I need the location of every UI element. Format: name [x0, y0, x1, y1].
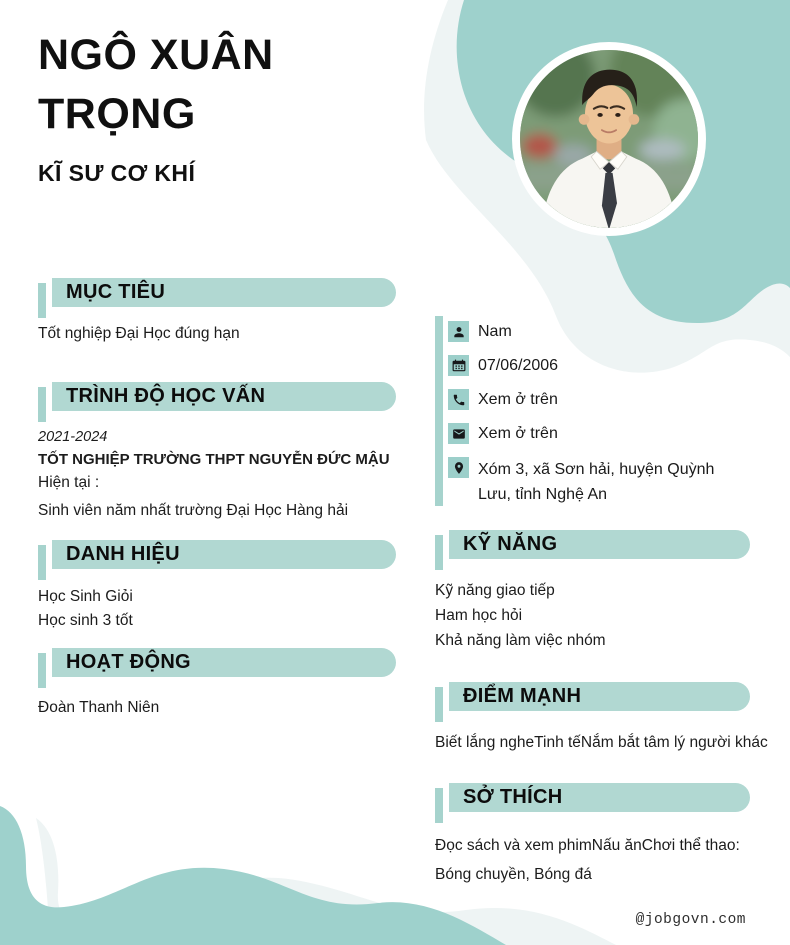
contact-row-phone [448, 389, 753, 410]
contact-value: Nam [478, 323, 512, 340]
contact-accent-bar [435, 316, 443, 506]
section-header-objective [38, 278, 396, 318]
teal-blob-bottom-left [0, 806, 506, 945]
skills-list [435, 578, 753, 653]
section-accent-bar [38, 653, 46, 688]
education-status-label: Hiện tại : [38, 474, 100, 491]
section-accent-bar [38, 545, 46, 580]
section-title-activities: HOẠT ĐỘNG [52, 648, 396, 677]
section-title-hobbies: SỞ THÍCH [449, 783, 750, 812]
activity-item: Đoàn Thanh Niên [38, 699, 160, 716]
section-accent-bar [38, 283, 46, 318]
skill-item: Ham học hỏi [435, 607, 523, 624]
education-period: 2021-2024 [38, 429, 108, 445]
education-status: Sinh viên năm nhất trường Đại Học Hàng hải [38, 502, 349, 519]
section-title-awards: DANH HIỆU [52, 540, 396, 569]
section-accent-bar [435, 687, 443, 722]
award-item: Học sinh 3 tốt [38, 612, 133, 629]
contact-value: 07/06/2006 [478, 357, 559, 374]
profile-photo [512, 42, 706, 236]
award-item: Học Sinh Giỏi [38, 588, 133, 605]
skill-item: Khả năng làm việc nhóm [435, 632, 606, 649]
awards-list [38, 585, 394, 633]
contact-value: Xóm 3, xã Sơn hải, huyện Quỳnh Lưu, tỉnh Nghệ An [478, 461, 715, 503]
section-title-objective: MỤC TIÊU [52, 278, 396, 307]
section-header-activities [38, 648, 396, 688]
person-icon [448, 321, 469, 342]
section-title-skills: KỸ NĂNG [449, 530, 750, 559]
calendar-icon [448, 355, 469, 376]
phone-icon [448, 389, 469, 410]
contact-value: Xem ở trên [478, 425, 558, 442]
portrait-illustration [520, 50, 698, 228]
location-icon [448, 457, 469, 478]
hobbies-text: Đọc sách và xem phimNấu ănChơi thể thao: Bóng chuyền, Bóng đá [435, 837, 740, 883]
section-header-skills [435, 530, 750, 570]
section-header-awards [38, 540, 396, 580]
section-title-strengths: ĐIỂM MẠNH [449, 682, 750, 711]
activities-list [38, 696, 394, 720]
section-accent-bar [38, 387, 46, 422]
strengths-text: Biết lắng ngheTinh tếNắm bắt tâm lý người khác [435, 734, 768, 751]
education-school: TỐT NGHIỆP TRƯỜNG THPT NGUYỄN ĐỨC MẬU [38, 451, 390, 468]
skill-item: Kỹ năng giao tiếp [435, 582, 555, 599]
objective-text: Tốt nghiệp Đại Học đúng hạn [38, 325, 240, 342]
watermark: @jobgovn.com [635, 912, 746, 928]
candidate-name: NGÔ XUÂN TRỌNG [38, 31, 274, 138]
education-block [38, 427, 394, 522]
section-header-hobbies [435, 783, 750, 823]
contact-row-email [448, 423, 753, 444]
section-title-education: TRÌNH ĐỘ HỌC VẤN [52, 382, 396, 411]
header [38, 26, 468, 187]
section-header-education [38, 382, 396, 422]
section-header-strengths [435, 682, 750, 722]
job-title: KĨ SƯ CƠ KHÍ [38, 160, 196, 186]
email-icon [448, 423, 469, 444]
contact-value: Xem ở trên [478, 391, 558, 408]
contact-row-address [448, 457, 753, 507]
contact-info [435, 316, 753, 520]
contact-row-birthdate [448, 355, 753, 376]
contact-row-gender [448, 321, 753, 342]
section-accent-bar [435, 535, 443, 570]
section-accent-bar [435, 788, 443, 823]
